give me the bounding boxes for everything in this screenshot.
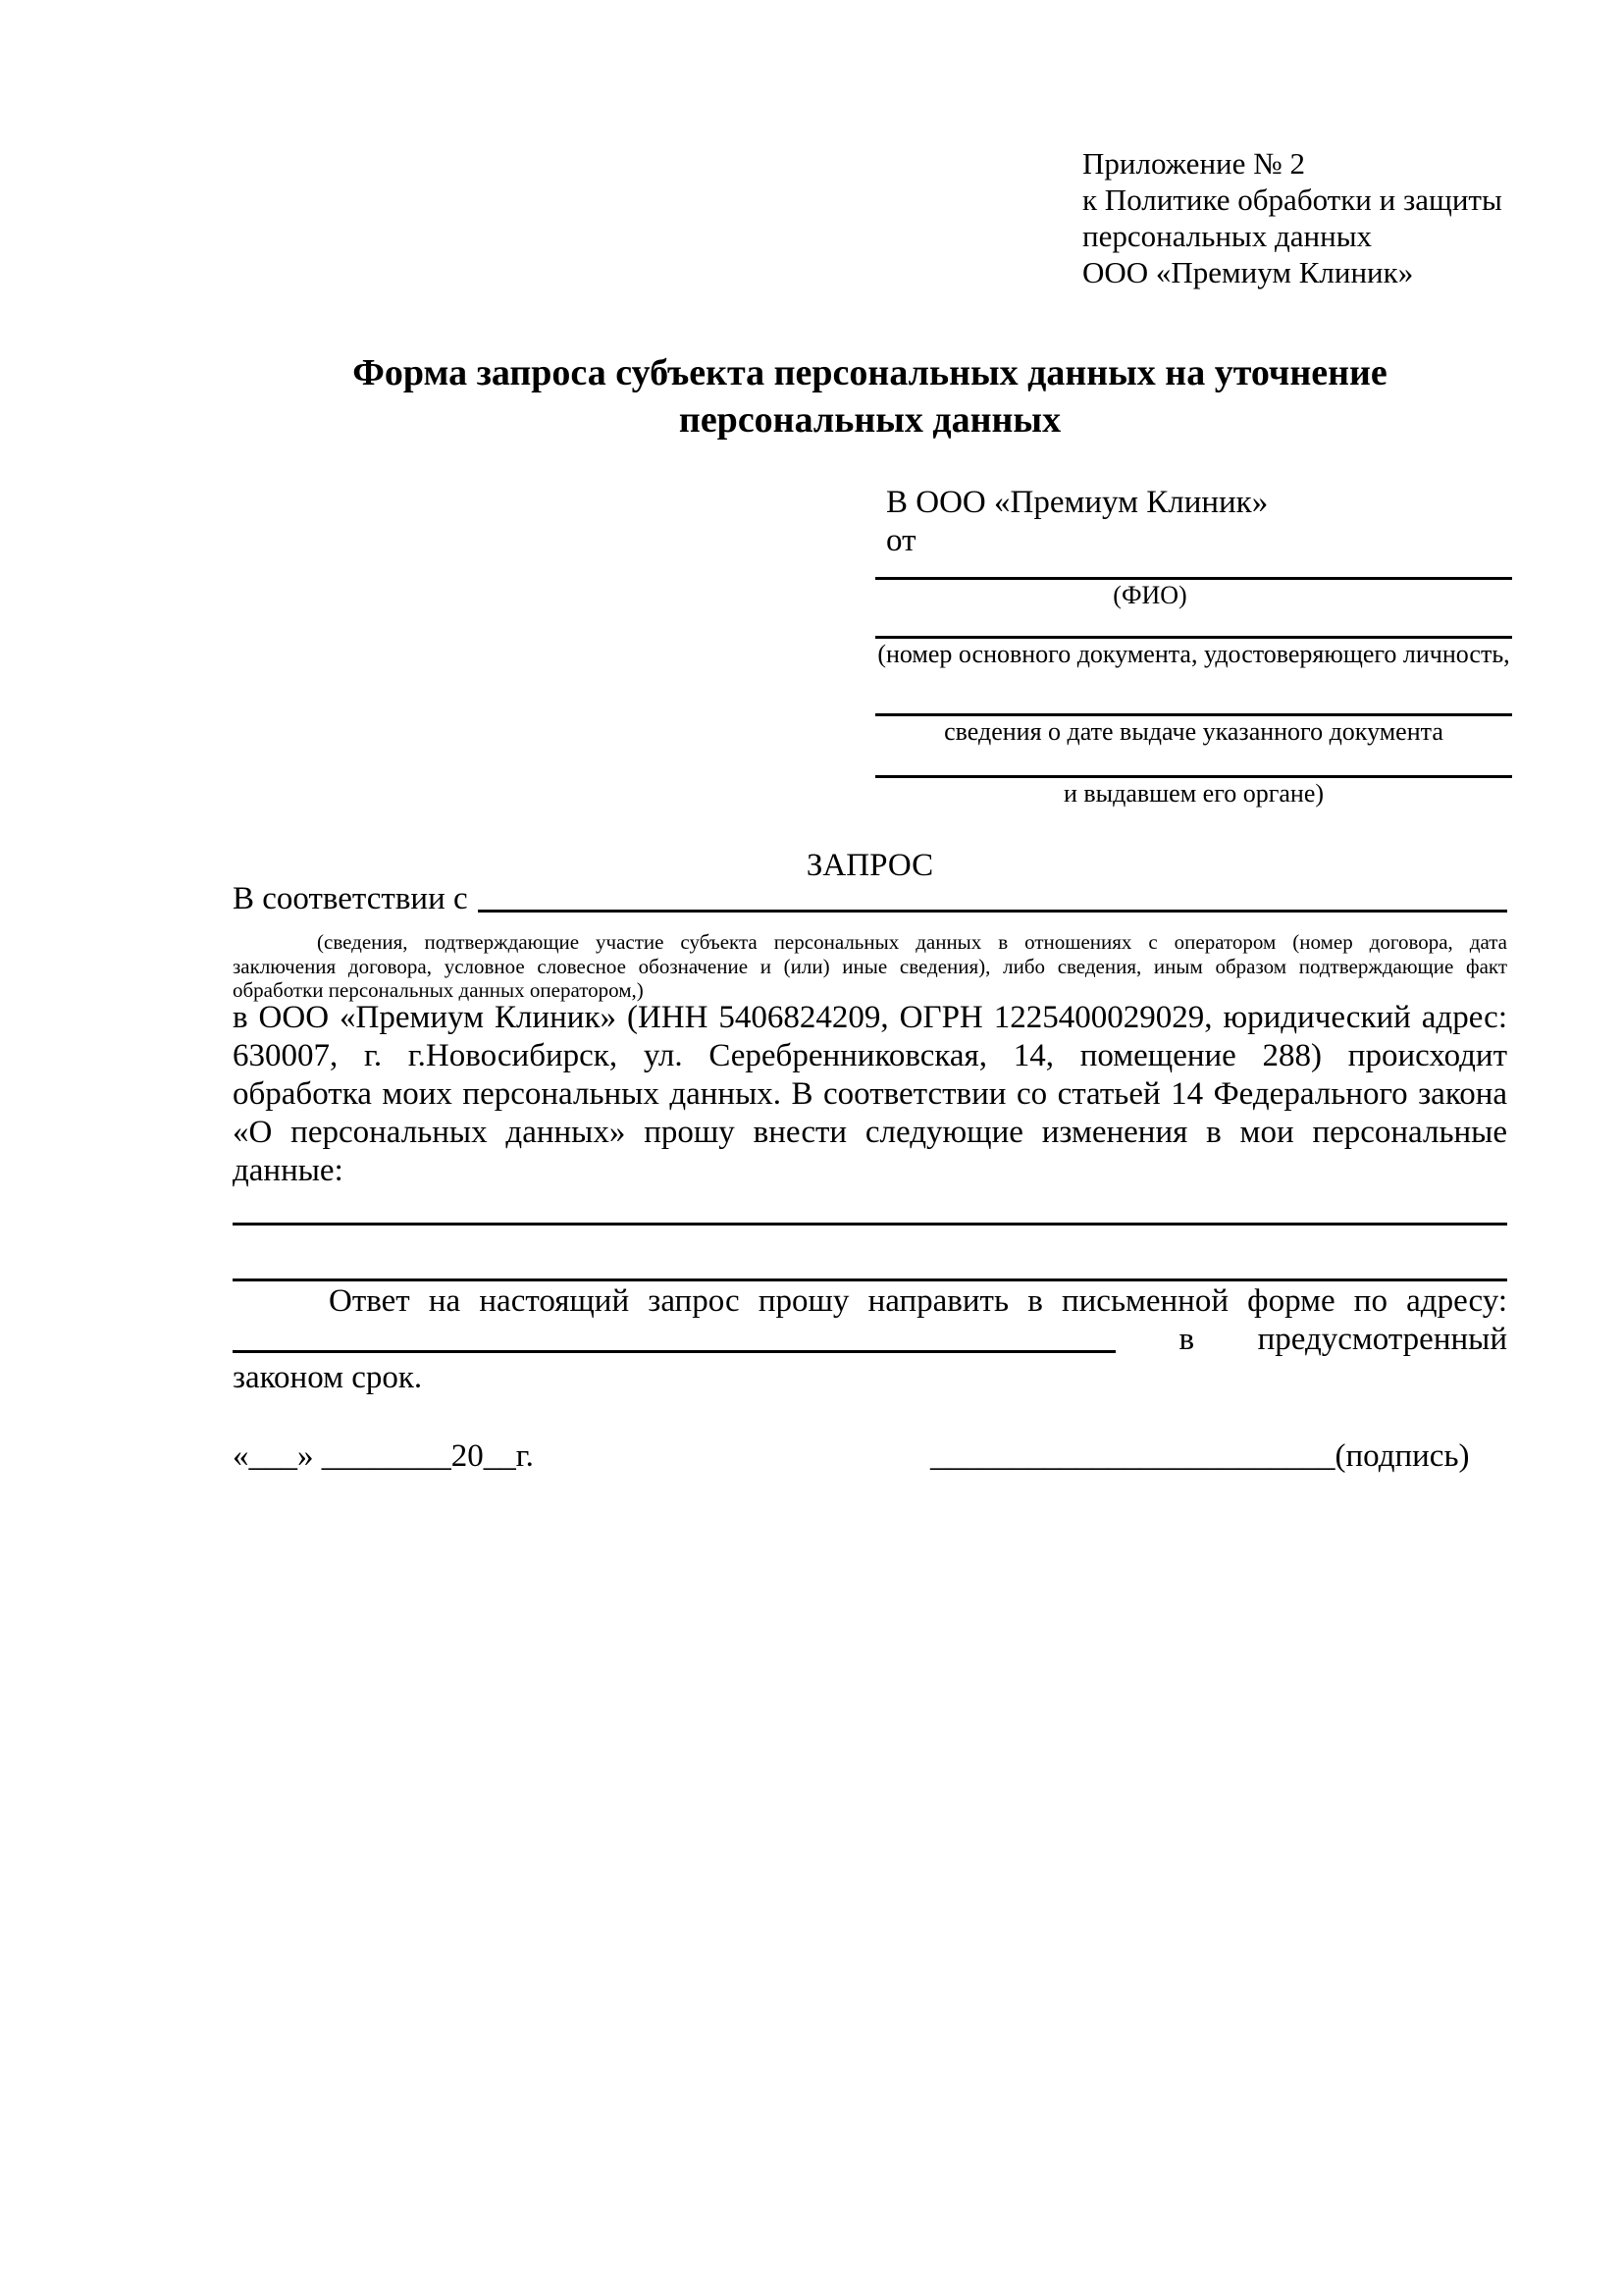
signature-label: (подпись): [1335, 1438, 1470, 1474]
appendix-header-line: персональных данных: [1082, 219, 1373, 253]
date-blank: «___» ________20__г.: [233, 1438, 534, 1474]
document-number-blank-line: [875, 636, 1512, 639]
basis-line: [233, 879, 1507, 918]
basis-note-line: (сведения, подтверждающие участие субъекта персональных данных в отношениях с оператором (номер договора, дата: [317, 930, 1507, 954]
appendix-header-line: к Политике обработки и защиты: [1082, 183, 1502, 217]
signature-area: [930, 1436, 1470, 1476]
document-number-field-label: (номер основного документа, удостоверяющего личность,: [877, 640, 1510, 668]
recipient-from-label: от: [886, 523, 916, 558]
signature-blank-line: _________________________: [930, 1438, 1335, 1474]
page-title-line: персональных данных: [678, 399, 1062, 441]
appendix-header-line: ООО «Премиум Клиник»: [1082, 255, 1414, 289]
page-title-line: Форма запроса субъекта персональных данных на уточнение: [352, 352, 1387, 393]
request-body-line: обработка моих персональных данных. В соответствии со статьей 14 Федерального закона: [233, 1076, 1507, 1112]
answer-word: предусмотренный: [1257, 1322, 1507, 1357]
request-body-line: данные:: [233, 1153, 343, 1188]
fio-field-label: (ФИО): [1113, 581, 1187, 609]
page-title: [233, 349, 1507, 444]
basis-blank-line: [478, 910, 1507, 913]
issuing-authority-blank-line: [875, 775, 1512, 778]
answer-line-2: [233, 1321, 1507, 1359]
issue-date-field-label: сведения о дате выдаче указанного документа: [944, 717, 1443, 746]
basis-note-line: обработки персональных данных оператором,): [233, 978, 644, 1002]
request-body-line: «О персональных данных» прошу внести следующие изменения в мои персональные: [233, 1115, 1507, 1150]
changes-blank-line-1: [233, 1223, 1507, 1226]
basis-prefix: В соответствии с: [233, 881, 468, 916]
answer-line-1: Ответ на настоящий запрос прошу направить в письменной форме по адресу:: [329, 1283, 1507, 1319]
answer-paragraph: [233, 1282, 1507, 1397]
appendix-header-line: Приложение № 2: [1082, 146, 1305, 181]
request-heading: ЗАПРОС: [806, 848, 934, 883]
answer-line-3: законом срок.: [233, 1360, 423, 1395]
recipient-to: В ООО «Премиум Клиник»: [886, 485, 1269, 520]
address-blank-line: [233, 1350, 1116, 1353]
request-body-line: 630007, г. г.Новосибирск, ул. Серебренниковская, 14, помещение 288) происходит: [233, 1038, 1507, 1073]
issuing-authority-field-label: и выдавшем его органе): [1063, 779, 1325, 808]
recipient-block: [886, 484, 1268, 560]
answer-word: в: [1178, 1322, 1195, 1357]
request-body: [233, 999, 1507, 1190]
changes-blank-line-2: [233, 1278, 1507, 1281]
request-body-line: в ООО «Премиум Клиник» (ИНН 5406824209, ОГРН 1225400029029, юридический адрес:: [233, 1000, 1507, 1035]
appendix-header: [1082, 145, 1502, 290]
issue-date-blank-line: [875, 713, 1512, 716]
fio-blank-line: [875, 577, 1512, 580]
basis-note: [233, 930, 1507, 1003]
basis-note-line: заключения договора, условное словесное обозначение и (или) иные сведения), либо сведения, иным образом подтверждающие факт: [233, 954, 1507, 978]
